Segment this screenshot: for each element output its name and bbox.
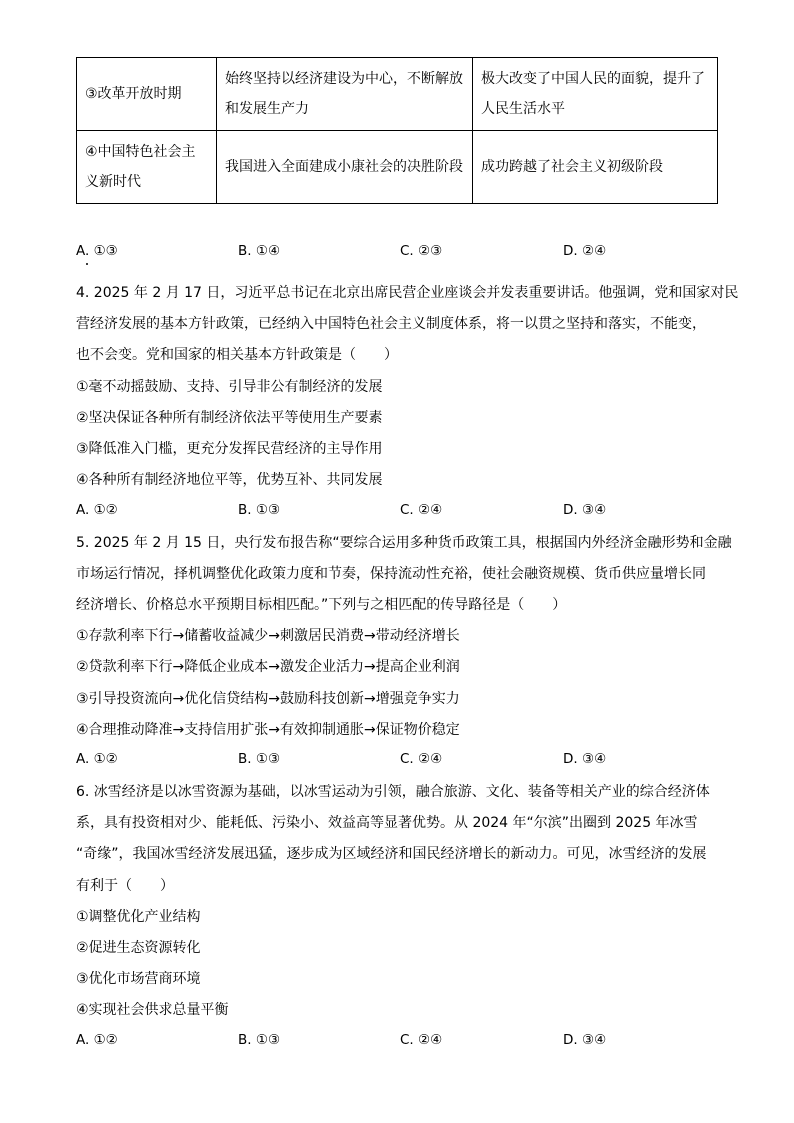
option-a[interactable]: A. ①② [76, 751, 118, 767]
option-a[interactable]: A. ①③ [76, 243, 118, 259]
option-c[interactable]: C. ②④ [400, 502, 443, 518]
table-row [77, 58, 718, 131]
option-b[interactable]: B. ①③ [238, 1032, 281, 1048]
option-d[interactable]: D. ②④ [563, 243, 607, 259]
option-c[interactable]: C. ②④ [400, 1032, 443, 1048]
option-d[interactable]: D. ③④ [563, 502, 607, 518]
q5-statement: ③引导投资流向→优化信贷结构→鼓励科技创新→增强竞争实力 [76, 691, 460, 707]
q6-stem-line: 有利于（ ） [76, 878, 174, 894]
q6-statement: ②促进生态资源转化 [76, 940, 201, 956]
q5-stem-line: 5. 2025 年 2 月 15 日，央行发布报告称“要综合运用多种货币政策工具，根据国内外经济金融形势和金融 [76, 535, 732, 551]
option-d[interactable]: D. ③④ [563, 751, 607, 767]
table-cell-period: ④中国特色社会主义新时代 [77, 131, 217, 204]
table-cell-period: ③改革开放时期 [77, 58, 217, 131]
stray-dot [86, 263, 88, 265]
q4-options [76, 502, 736, 522]
q4-stem-line: 4. 2025 年 2 月 17 日，习近平总书记在北京出席民营企业座谈会并发表重要讲话。他强调，党和国家对民 [76, 285, 739, 301]
option-b[interactable]: B. ①③ [238, 502, 281, 518]
q5-statement: ②贷款利率下行→降低企业成本→激发企业活力→提高企业利润 [76, 659, 460, 675]
q6-statement: ①调整优化产业结构 [76, 909, 201, 925]
q4-statement: ④各种所有制经济地位平等，优势互补、共同发展 [76, 472, 383, 488]
q6-statement: ③优化市场营商环境 [76, 971, 201, 987]
q6-stem-line: 6. 冰雪经济是以冰雪资源为基础，以冰雪运动为引领，融合旅游、文化、装备等相关产业的综合经济体 [76, 784, 710, 800]
q4-stem-line: 营经济发展的基本方针政策，已经纳入中国特色社会主义制度体系，将一以贯之坚持和落实，不能变， [76, 316, 706, 332]
q6-options [76, 1032, 736, 1052]
q4-stem-line: 也不会变。党和国家的相关基本方针政策是（ ） [76, 347, 398, 363]
q5-stem-line: 市场运行情况，择机调整优化政策力度和节奏，保持流动性充裕，使社会融资规模、货币供应量增长同 [76, 566, 706, 582]
q5-options [76, 751, 736, 771]
option-b[interactable]: B. ①③ [238, 751, 281, 767]
table-cell-event: 始终坚持以经济建设为中心，不断解放和发展生产力 [217, 58, 473, 131]
q6-stem-line: “奇缘”，我国冰雪经济发展迅猛，逐步成为区域经济和国民经济增长的新动力。可见，冰雪经济的发展 [76, 846, 707, 862]
q6-stem-line: 系，具有投资相对少、能耗低、污染小、效益高等显著优势。从 2024 年“尔滨”出圈到 2025 年冰雪 [76, 815, 698, 831]
history-table [76, 57, 718, 204]
q4-statement: ②坚决保证各种所有制经济依法平等使用生产要素 [76, 410, 383, 426]
table-row [77, 131, 718, 204]
table-cell-significance: 极大改变了中国人民的面貌，提升了人民生活水平 [473, 58, 718, 131]
q6-statement: ④实现社会供求总量平衡 [76, 1002, 229, 1018]
option-a[interactable]: A. ①② [76, 1032, 118, 1048]
q3-options [76, 243, 736, 263]
q5-statement: ①存款利率下行→储蓄收益减少→刺激居民消费→带动经济增长 [76, 628, 460, 644]
option-c[interactable]: C. ②④ [400, 751, 443, 767]
q5-statement: ④合理推动降准→支持信用扩张→有效抑制通胀→保证物价稳定 [76, 722, 460, 738]
option-b[interactable]: B. ①④ [238, 243, 281, 259]
table-cell-significance: 成功跨越了社会主义初级阶段 [473, 131, 718, 204]
option-d[interactable]: D. ③④ [563, 1032, 607, 1048]
table-cell-event: 我国进入全面建成小康社会的决胜阶段 [217, 131, 473, 204]
option-c[interactable]: C. ②③ [400, 243, 443, 259]
q4-statement: ①毫不动摇鼓励、支持、引导非公有制经济的发展 [76, 379, 383, 395]
q4-statement: ③降低准入门槛，更充分发挥民营经济的主导作用 [76, 441, 383, 457]
q5-stem-line: 经济增长、价格总水平预期目标相匹配。”下列与之相匹配的传导路径是（ ） [76, 597, 567, 613]
option-a[interactable]: A. ①② [76, 502, 118, 518]
